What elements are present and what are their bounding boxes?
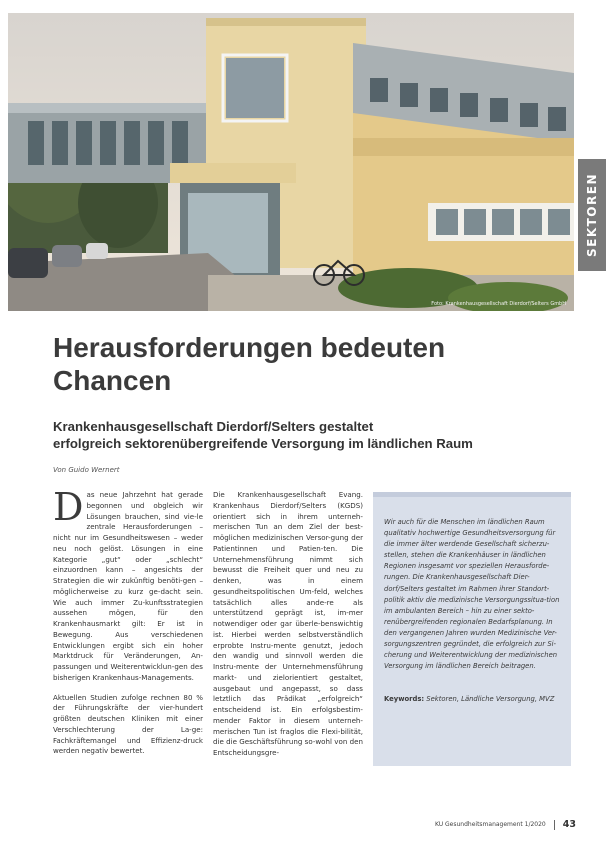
header-photo (8, 13, 574, 311)
page-footer (400, 819, 576, 830)
text-column-1 (53, 485, 203, 766)
section-tab (578, 159, 606, 271)
subtitle-line-2: erfolgreich sektorenübergreifende Versorgung im ländlichen Raum (53, 436, 473, 451)
text-column-2 (213, 490, 363, 768)
section-tab-label: SEKTOREN (585, 172, 599, 257)
paragraph: Aktuellen Studien zufolge rechnen 80 % der Führungskräfte der vier-hundert größten deutschen Kliniken mit einer Verschlechterung der La-ge: Fachkräftemangel und Effizienz-druck werden negativ bewertet. (53, 692, 203, 756)
hospital-building-illustration (8, 13, 574, 311)
title-line-2: Chancen (53, 365, 172, 396)
paragraph-text: as neue Jahrzehnt hat gerade begonnen und obgleich wir Lösungen brauchen, sind vie-le zentrale Herausforderungen – nicht nur im Gesundheitswesen – weder neu noch gelöst. Lösungen in eine Kategorie „gut“ oder „schlecht“ einzuordnen kann – angesichts der Strategien die wir zukünftig benöti-gen – möglicherweise zu kurz ge-dacht sein. Wie auch immer Zu-kunftsstrategien aussehen mögen, für den Krankenhausmarkt gilt: Er ist in Bewegung. Aus verschiedenen Entwicklungen ergibt sich ein hoher Marktdruck für Veränderungen, An-passungen und Weiterentwicklun-gen des bisherigen Krankenhaus-Managements. (53, 490, 203, 682)
photo-credit: Foto: Krankenhausgesellschaft Dierdorf/Selters GmbH (431, 301, 566, 307)
paragraph: Die Krankenhausgesellschaft Evang. Krankenhaus Dierdorf/Selters (KGDS) orientiert sich in ihrem unterneh-merischen Tun an dem Ziel der best-möglichen medizinischen Versor-gung der Patientinnen und Patien-ten. Die Unternehmensführung nimmt sich bewusst die Freiheit quer und neu zu denken, was in einem gesundheitspolitischen Um-feld, welches tatsächlich alles ande-re als unterstützend geprägt ist, im-mer notwendiger oder gar überle-benswichtig ist. Hierbei werden selbstverständlich erprobte Instru-mente genutzt, jedoch den wandig und sinnvoll werden die Instru-mente der Unternehmensführung markt- und zielorientiert gestaltet, ausgebaut und angepasst, so dass letztlich das Prädikat „erfolgreich“ entscheidend ist. Ein erfolgsbestim-mender Faktor in diesem unterneh-merischen Tun ist fraglos die Flexi-bilität, die die Geschäftsführung so-wohl von den Entscheidungsgre- (213, 490, 363, 757)
keywords-list: Sektoren, Ländliche Versorgung, MVZ (426, 695, 555, 704)
drop-cap: D (53, 485, 84, 529)
page-number: 43 (562, 819, 576, 830)
abstract-text: Wir auch für die Menschen im ländlichen Raum qualitativ hochwertige Gesundheitsversorgung für die immer älter werdende Gesellschaft sicherzu-stellen, stehen die Krankenhäuser in ländlichen Regionen insgesamt vor speziellen Herausforde-rungen. Die Krankenhausgesellschaft Dier-dorf/Selters gestaltet im Rahmen ihrer Standort-politik aktiv die medizinische Versorgungssitua-tion im ambulanten Bereich – hin zu einer sekto-renübergreifenden regionalen Bedarfsplanung. In den vergangenen Jahren wurden Medizinische Ver-sorgungszentren gegründet, die erfolgreich zur Si-cherung und Weiterentwicklung der medizinischen Versorgung im ländlichen Bereich beitragen. (384, 518, 560, 671)
journal-name: KU Gesundheitsmanagement 1/2020 (434, 821, 546, 828)
keywords (384, 694, 560, 704)
author-byline: Von Guido Wernert (53, 466, 120, 474)
title-line-1: Herausforderungen bedeuten (53, 332, 446, 363)
article-subtitle (53, 418, 573, 452)
article-title (53, 331, 553, 397)
subtitle-line-1: Krankenhausgesellschaft Dierdorf/Selters gestaltet (53, 419, 374, 434)
paragraph (53, 485, 203, 684)
keywords-label: Keywords: (384, 695, 425, 704)
abstract-box (373, 492, 571, 766)
footer-divider (554, 820, 555, 830)
